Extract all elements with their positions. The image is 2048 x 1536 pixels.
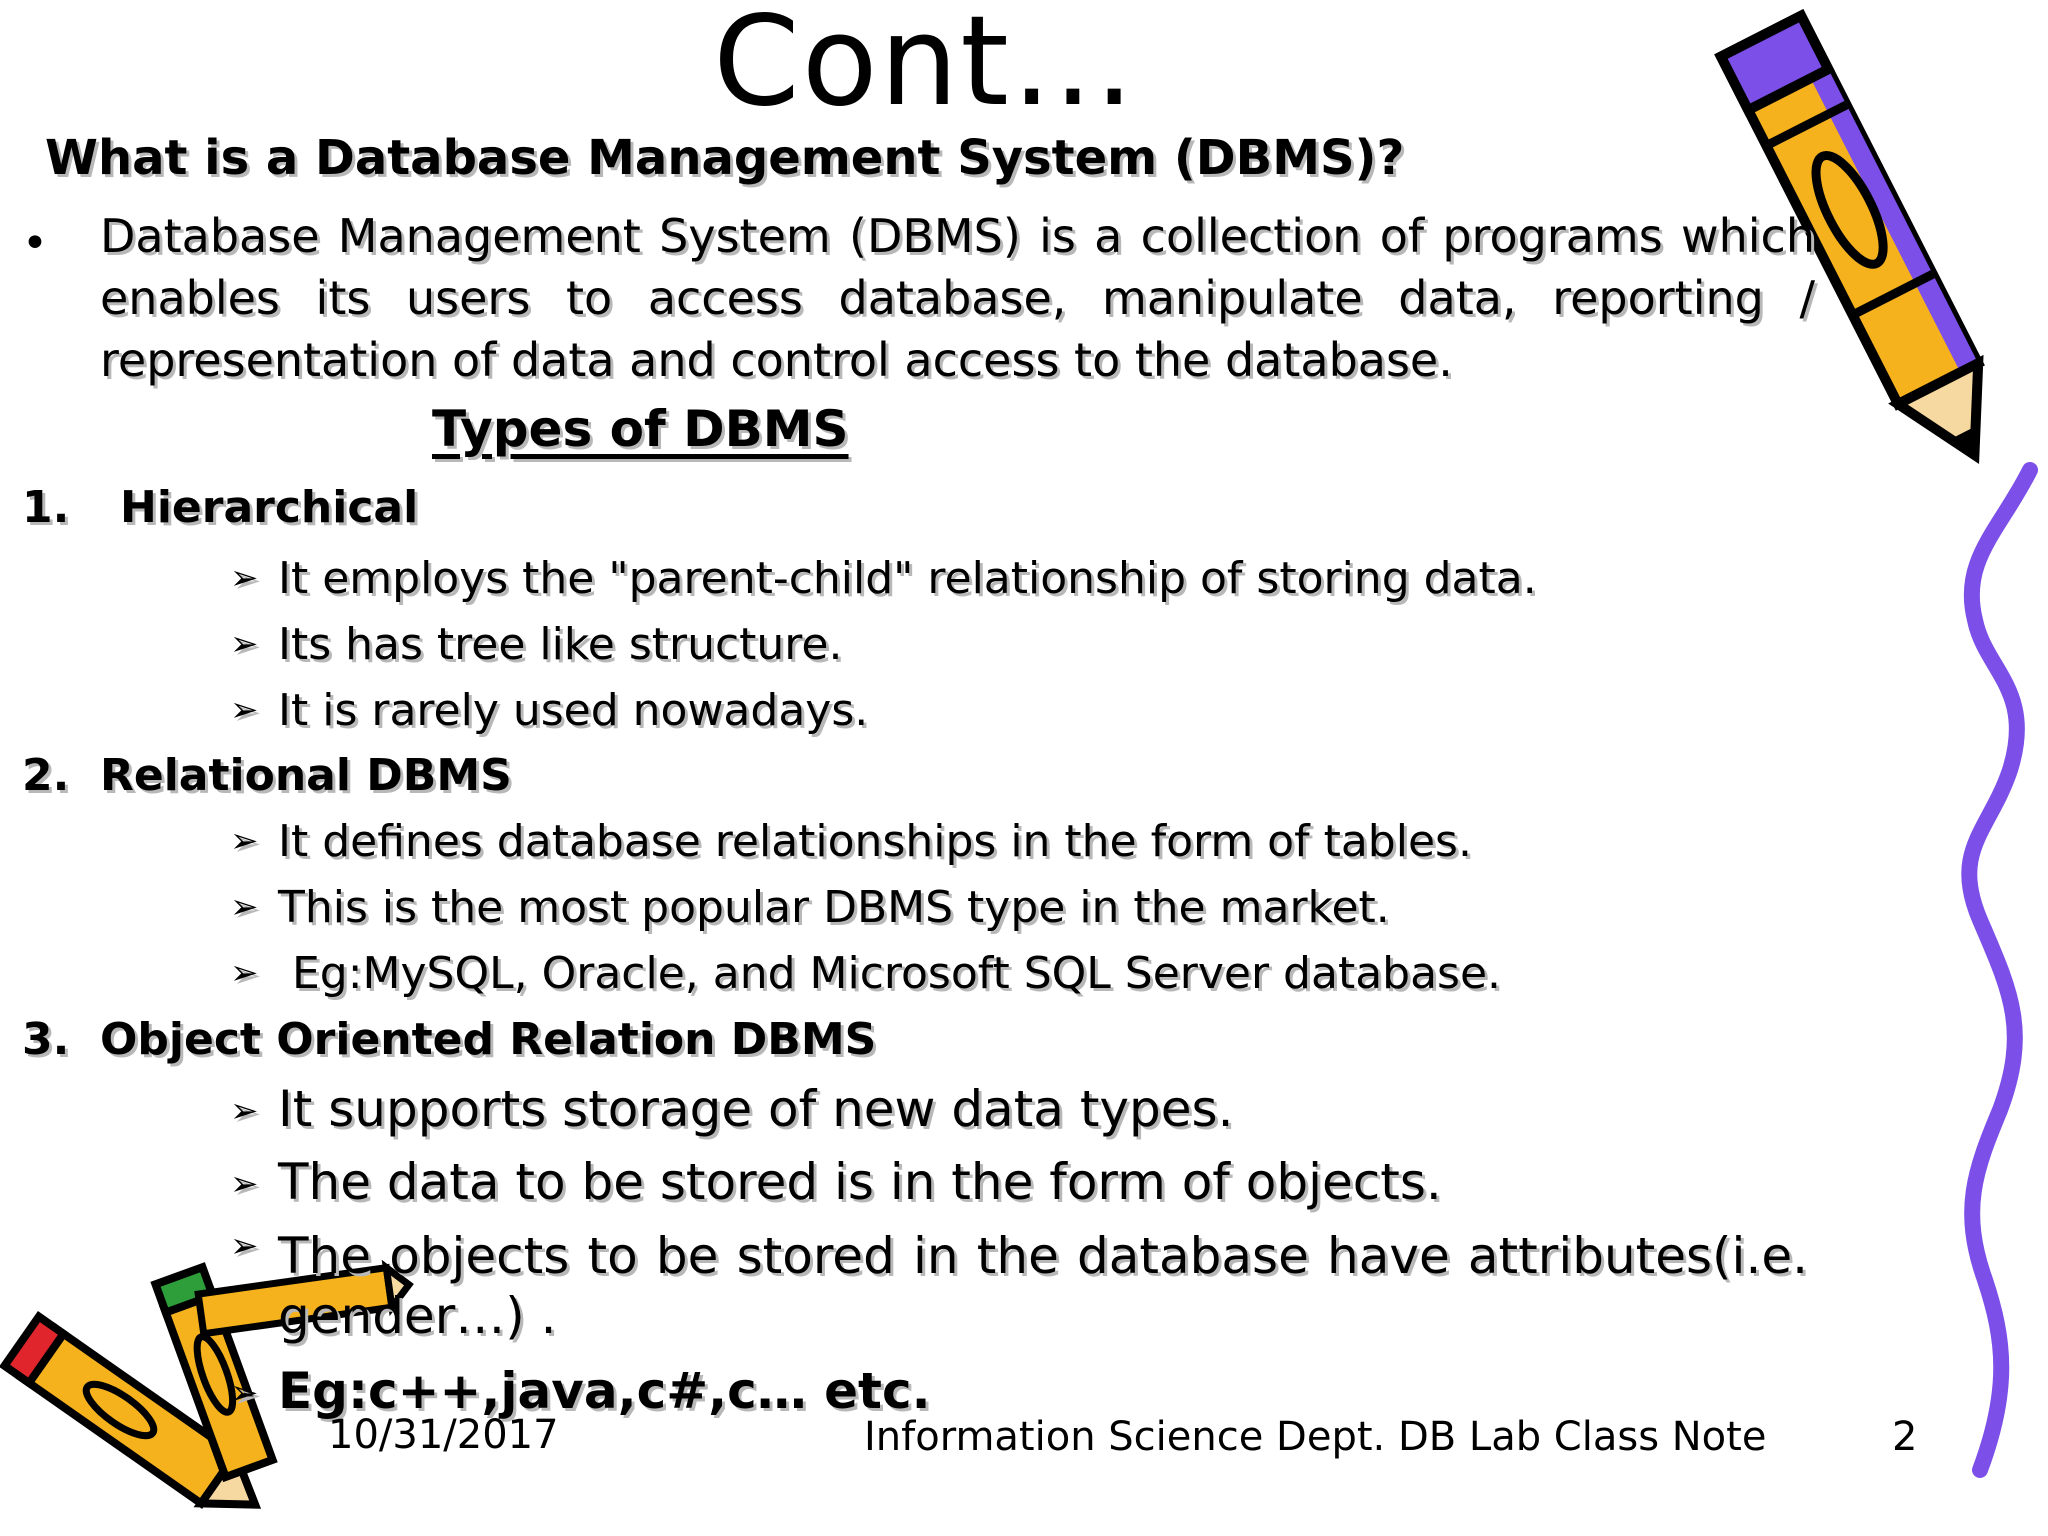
list-item [230,1080,1233,1138]
arrow-bullet-icon: ➢ [230,1226,259,1266]
list-item-text: This is the most popular DBMS type in the market. [278,882,1390,933]
types-heading: Types of DBMS [432,400,849,458]
list-item [230,882,1390,933]
list-item-text: Eg:c++,java,c#,c… etc. [278,1362,931,1420]
list-item [230,948,1501,999]
footer-page-number: 2 [1892,1414,1918,1460]
arrow-bullet-icon: ➢ [230,887,259,927]
footer-date: 10/31/2017 [328,1412,559,1458]
list-item [230,1153,1442,1211]
list-item [230,685,868,736]
arrow-bullet-icon: ➢ [230,953,259,993]
question-heading: What is a Database Management System (DBMS)? [45,130,1405,186]
arrow-bullet-icon: ➢ [230,690,259,730]
list-item-text: Eg:MySQL, Oracle, and Microsoft SQL Server database. [278,948,1502,999]
list-item-text: Its has tree like structure. [278,619,843,670]
list-item-text: The data to be stored is in the form of objects. [278,1153,1442,1211]
list-item [230,816,1472,867]
section-number: 1. [22,482,70,533]
list-item-text: The objects to be stored in the database have attributes(i.e. gender…) . [278,1227,1808,1345]
section-title: Hierarchical [120,482,419,533]
section-title: Object Oriented Relation DBMS [100,1014,877,1065]
list-item [230,553,1537,604]
section-heading-object-oriented [22,1014,876,1065]
arrow-bullet-icon: ➢ [230,1373,259,1413]
list-item-text: It supports storage of new data types. [278,1080,1234,1138]
list-item-text: It employs the "parent-child" relationship of storing data. [278,553,1537,604]
footer-department: Information Science Dept. DB Lab Class Note [864,1414,1767,1460]
arrow-bullet-icon: ➢ [230,1091,259,1131]
arrow-bullet-icon: ➢ [230,1164,259,1204]
section-heading-relational [22,750,512,801]
slide-title: Cont… [713,0,1137,134]
list-item-text: It defines database relationships in the form of tables. [278,816,1472,867]
section-heading-hierarchical [22,482,418,533]
list-item [230,619,842,670]
arrow-bullet-icon: ➢ [230,558,259,598]
squiggle-line-icon [1940,470,2048,1480]
list-item [230,1226,1820,1346]
section-number: 3. [22,1014,70,1065]
section-number: 2. [22,750,70,801]
section-title: Relational DBMS [100,750,512,801]
bullet-point-icon: • [22,218,48,269]
dbms-definition: Database Management System (DBMS) is a collection of programs which enables its users to access database, manipulate data, reporting / representation of data and control access to the database. [100,209,1815,387]
arrow-bullet-icon: ➢ [230,624,259,664]
arrow-bullet-icon: ➢ [230,821,259,861]
list-item-text: It is rarely used nowadays. [278,685,869,736]
